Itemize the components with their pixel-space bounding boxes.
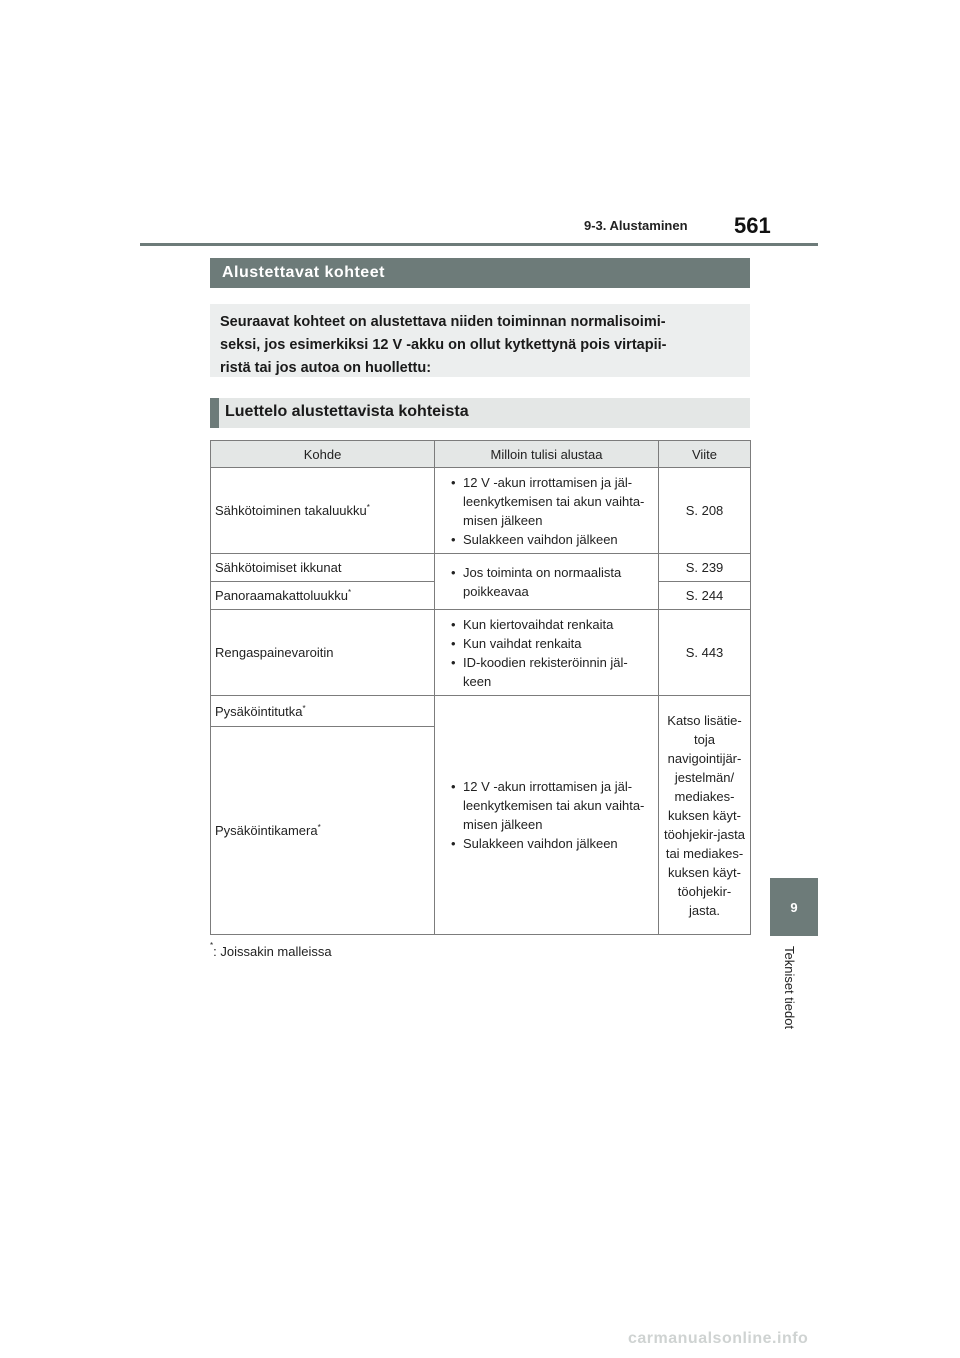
when-cell <box>435 696 659 935</box>
list-item: • Kun vaihdat renkaita <box>451 634 654 653</box>
reference-cell: S. 244 <box>659 582 751 610</box>
item-cell <box>211 696 435 727</box>
footnote-text: : Joissakin malleissa <box>213 944 332 959</box>
item-name: Sähkötoimiset ikkunat <box>215 560 342 575</box>
chapter-tab-label: Tekniset tiedot <box>782 946 797 1030</box>
header-divider <box>140 243 818 246</box>
item-cell <box>211 610 435 696</box>
page-number: 561 <box>734 213 771 238</box>
model-mark: * <box>347 588 352 597</box>
intro-box <box>210 304 750 377</box>
column-header-reference: Viite <box>659 441 751 468</box>
model-mark: * <box>366 503 370 512</box>
item-name: Rengaspainevaroitin <box>215 645 334 660</box>
list-item: • Sulakkeen vaihdon jälkeen <box>451 834 654 853</box>
item-name: Pysäköintikamera <box>215 823 318 838</box>
section-title: Alustettavat kohteet <box>210 258 750 288</box>
footnote <box>210 941 332 959</box>
intro-line: Seuraavat kohteet on alustettava niiden toiminnan normalisoimi- <box>220 314 666 330</box>
reference-cell: S. 208 <box>659 468 751 554</box>
table-row <box>211 610 751 696</box>
watermark-text: carmanualsonline.info <box>628 1330 809 1347</box>
item-cell <box>211 727 435 935</box>
list-item: • Sulakkeen vaihdon jälkeen <box>451 530 654 549</box>
table-row <box>211 696 751 727</box>
list-item: • Jos toiminta on normaalista poikkeavaa <box>451 563 654 601</box>
intro-line: ristä tai jos autoa on huollettu: <box>220 360 432 376</box>
running-header-section: 9-3. Alustaminen <box>584 218 688 233</box>
model-mark: * <box>317 823 321 832</box>
table-header-row <box>211 441 751 468</box>
when-cell <box>435 610 659 696</box>
item-name: Panoraamakattoluukku <box>215 588 348 603</box>
list-item: • ID-koodien rekisteröinnin jäl-keen <box>451 653 654 691</box>
when-cell <box>435 468 659 554</box>
reset-items-table <box>210 440 751 935</box>
intro-line: seksi, jos esimerkiksi 12 V -akku on ollut kytkettynä pois virtapii- <box>220 337 667 353</box>
table-row <box>211 468 751 554</box>
list-item: • 12 V -akun irrottamisen ja jäl-leenkytkemisen tai akun vaihta-misen jälkeen <box>451 473 654 530</box>
reference-cell: Katso lisätie-toja navigointijär-jestelmän/ mediakes-kuksen käyt-töohjekir-jasta tai mediakes-kuksen käyt-töohjekir-jasta. <box>659 696 751 935</box>
when-cell <box>435 554 659 610</box>
subheading: Luettelo alustettavista kohteista <box>210 398 750 428</box>
item-cell <box>211 582 435 610</box>
item-cell <box>211 468 435 554</box>
list-item: • Kun kiertovaihdat renkaita <box>451 615 654 634</box>
item-name: Sähkötoiminen takaluukku <box>215 503 367 518</box>
item-name: Pysäköintitutka <box>215 703 303 719</box>
model-mark: * <box>302 703 306 713</box>
reference-cell: S. 443 <box>659 610 751 696</box>
footnote-mark: * <box>210 941 214 950</box>
list-item: • 12 V -akun irrottamisen ja jäl-leenkytkemisen tai akun vaihta-misen jälkeen <box>451 777 654 834</box>
chapter-tab-number: 9 <box>770 878 818 936</box>
column-header-item: Kohde <box>211 441 435 468</box>
table-row <box>211 554 751 582</box>
reference-cell: S. 239 <box>659 554 751 582</box>
item-cell <box>211 554 435 582</box>
column-header-when: Milloin tulisi alustaa <box>435 441 659 468</box>
